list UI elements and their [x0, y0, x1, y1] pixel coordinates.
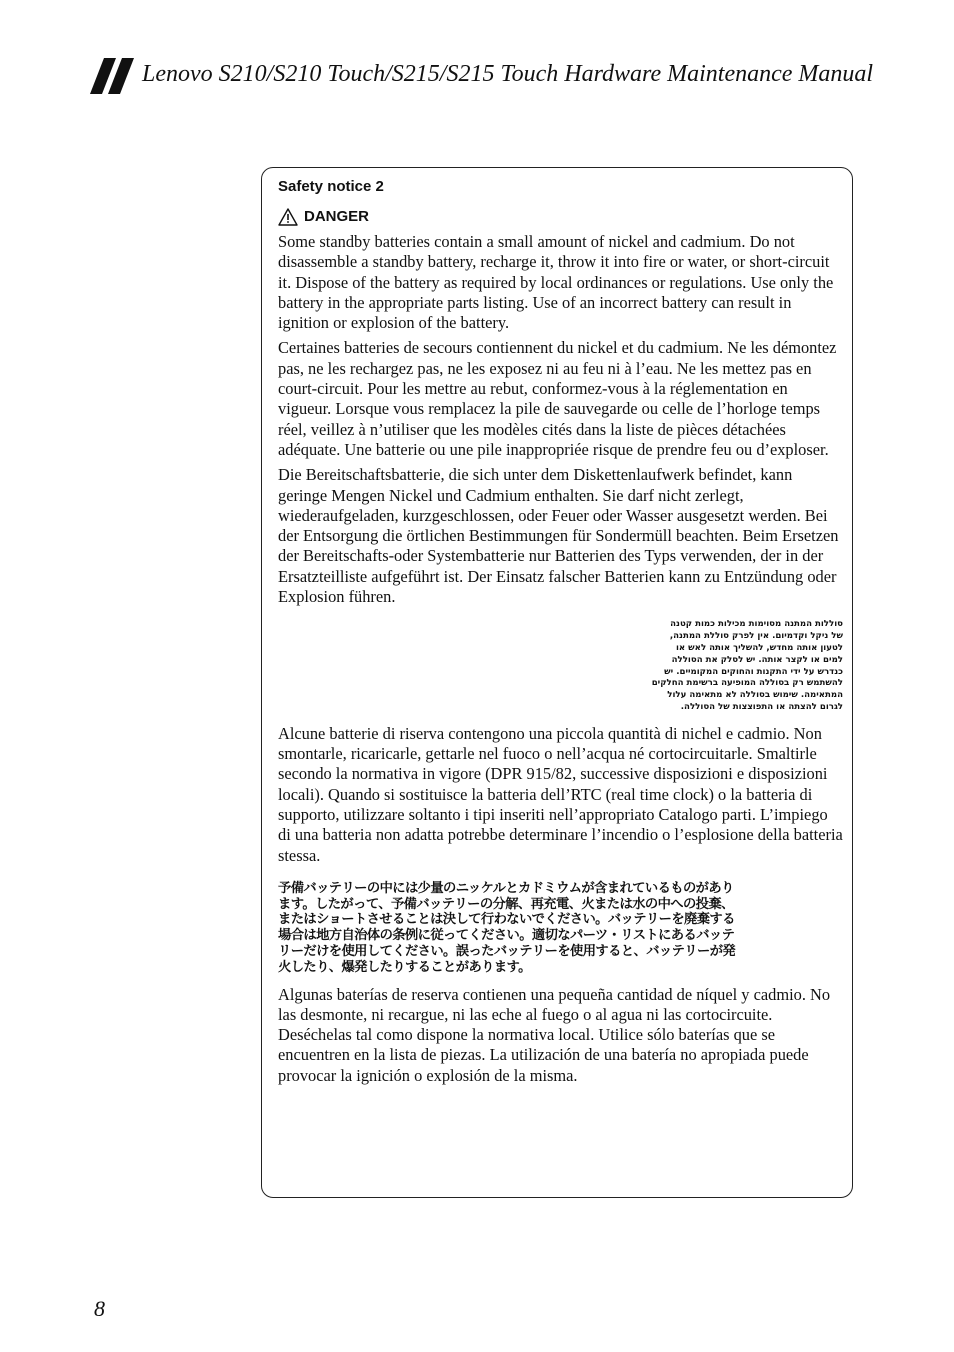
hebrew-line: להשתמש רק בסוללה המופיעה ברשימת החלקים: [651, 678, 843, 689]
hebrew-line: המתאימה. שימוש בסוללה לא מתאימה עלול: [667, 690, 843, 701]
paragraph-hebrew: [278, 619, 843, 713]
warning-triangle-icon: [278, 208, 298, 226]
hebrew-line: לטעון אותה מחדש, להשליך אותה לאש או: [675, 642, 843, 653]
page-number: 8: [94, 1296, 105, 1321]
hebrew-line: לגרום להצתה או התפוצצות של הסוללה.: [680, 701, 843, 712]
hebrew-line: למים או לקצר אותה. יש לסלק את הסוללה: [671, 654, 843, 665]
safety-notice-content: [278, 177, 843, 1086]
double-slash-mark-icon: [90, 58, 136, 94]
japanese-line: ます。したがって、予備バッテリーの分解、再充電、火または水の中への投棄、: [278, 896, 734, 912]
japanese-line: 予備バッテリーの中には少量のニッケルとカドミウムが含まれているものがあり: [278, 880, 734, 896]
paragraph-japanese: [278, 881, 843, 976]
japanese-line: 火したり、爆発したりすることがあります。: [278, 959, 531, 975]
paragraph-french: Certaines batteries de secours contiennent du nickel et du cadmium. Ne les démontez pas, ne les rechargez pas, ne les exposez ni au feu ni à l’eau. Ne les mettez pas en court-circuit. Pour les mettre au rebut, conformez-vous à la réglementation en vigueur. Lorsque vous remplacez la pile de sauvegarde ou celle de l’horloge temps réel, veillez à n’utiliser que les modèles cités dans la liste de pièces détachées adéquate. Une batterie ou une pile inappropriée risque de prendre feu ou d’exploser.: [278, 338, 837, 459]
japanese-line: またはショートさせることは決して行わないでください。バッテリーを廃棄する: [278, 912, 735, 928]
paragraph-english: Some standby batteries contain a small amount of nickel and cadmium. Do not disassemble a standby battery, recharge it, throw it into fire or water, or short-circuit it. Dispose of the battery as required by local ordinances or regulations. Use only the battery in the appropriate parts listing. Use of an incorrect battery can result in ignition or explosion of the battery.: [278, 232, 834, 333]
hebrew-line: סוללות המתנה מסוימות מכילות כמות קטנה: [670, 619, 843, 630]
safety-notice-box: [261, 167, 853, 1198]
japanese-line: 場合は地方自治体の条例に従ってください。適切なパーツ・リストにあるバッテ: [278, 928, 735, 944]
danger-heading: [278, 207, 843, 227]
paragraph-german: Die Bereitschaftsbatterie, die sich unter dem Diskettenlaufwerk befindet, kann geringe Mengen Nickel und Cadmium enthalten. Sie darf nicht zerlegt, wiederaufgeladen, kurzgeschlossen, oder Feuer oder Wasser ausgesetzt werden. Bei der Entsorgung die örtlichen Bestimmungen für Sondermüll beachten. Beim Ersetzen der Bereitschafts-oder Systembatterie nur Batterien des Typs verwenden, der in der Ersatzteilliste aufgeführt ist. Der Einsatz falscher Batterien kann zu Entzündung oder Explosion führen.: [278, 465, 839, 607]
paragraph-spanish: Algunas baterías de reserva contienen una pequeña cantidad de níquel y cadmio. No las desmonte, ni recargue, ni las eche al fuego o al agua ni las cortocircuite. Deséchelas tal como dispone la normativa local. Utilice sólo baterías que se encuentren en la lista de piezas. La utilización de una batería no apropiada puede provocar la ignición o explosión de la misma.: [278, 984, 831, 1085]
hebrew-line: כנדרש על ידי התקנות והחוקים המקומיים. יש: [664, 666, 843, 677]
paragraph-italian: Alcune batterie di riserva contengono una piccola quantità di nichel e cadmio. Non smontarle, ricaricarle, gettarle nel fuoco o nell’acqua né cortocircuitarle. Smaltirle secondo la normativa in vigore (DPR 915/82, successive disposizioni e disposizioni locali). Quando si sostituisce la batteria dell’RTC (real time clock) o la batteria di supporto, utilizzare soltanto i tipi inseriti nell’appropriato Catalogo parti. L’impiego di una batteria non adatta potrebbe determinare l’incendio o l’esplosione della batteria stessa.: [278, 723, 843, 865]
document-title: Lenovo S210/S210 Touch/S215/S215 Touch Hardware Maintenance Manual: [142, 61, 874, 87]
notice-title: Safety notice 2: [278, 178, 384, 195]
danger-label: DANGER: [304, 208, 370, 225]
hebrew-line: של ניקל וקדמיום. אין לפרק סוללת המתנה,: [669, 631, 843, 642]
japanese-line: リーだけを使用してください。誤ったバッテリーを使用すると、バッテリーが発: [278, 943, 736, 959]
